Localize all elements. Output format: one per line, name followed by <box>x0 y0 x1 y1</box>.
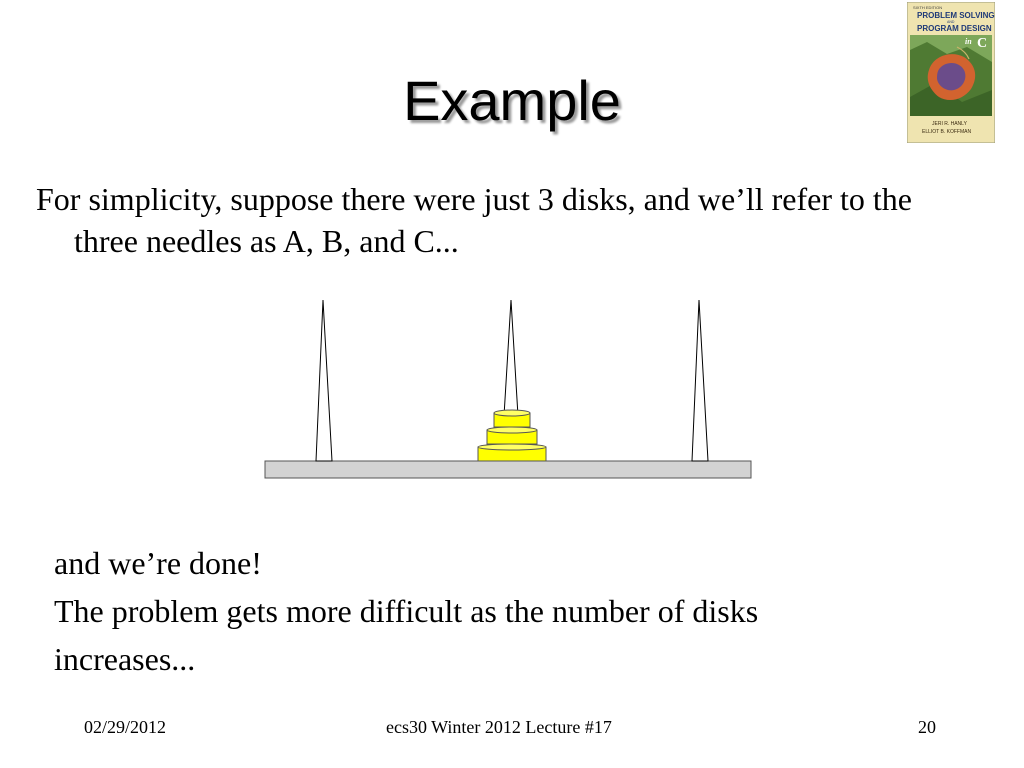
towers-of-hanoi-figure <box>250 290 770 490</box>
disk-small <box>494 410 530 427</box>
needle-a <box>316 300 332 461</box>
disk-medium <box>487 427 537 444</box>
intro-text: For simplicity, suppose there were just 3 disks, and we’ll refer to the three needles as A, B, and C... <box>36 181 912 259</box>
svg-text:AND: AND <box>947 20 955 24</box>
footer-course: ecs30 Winter 2012 Lecture #17 <box>386 717 612 737</box>
footer-page-number: 20 <box>918 717 936 737</box>
difficulty-line: The problem gets more difficult as the number of disks <box>54 593 759 629</box>
svg-text:ELLIOT B. KOFFMAN: ELLIOT B. KOFFMAN <box>922 129 972 135</box>
svg-text:JERI R. HANLY: JERI R. HANLY <box>932 121 967 127</box>
disk-large <box>478 444 546 461</box>
board-base <box>265 461 751 478</box>
footer-date: 02/29/2012 <box>84 717 167 737</box>
textbook-cover-image <box>907 2 995 143</box>
svg-text:SIXTH EDITION: SIXTH EDITION <box>913 5 943 10</box>
svg-text:PROBLEM SOLVING: PROBLEM SOLVING <box>917 11 995 20</box>
needle-b <box>504 300 518 416</box>
increases-line: increases... <box>54 641 196 677</box>
needle-c <box>692 300 708 461</box>
svg-text:in: in <box>965 37 972 46</box>
svg-text:PROGRAM DESIGN: PROGRAM DESIGN <box>917 24 992 33</box>
done-line: and we’re done! <box>54 545 262 581</box>
body-text <box>54 539 974 683</box>
svg-text:C: C <box>977 36 988 51</box>
slide-title: Example <box>403 69 621 132</box>
